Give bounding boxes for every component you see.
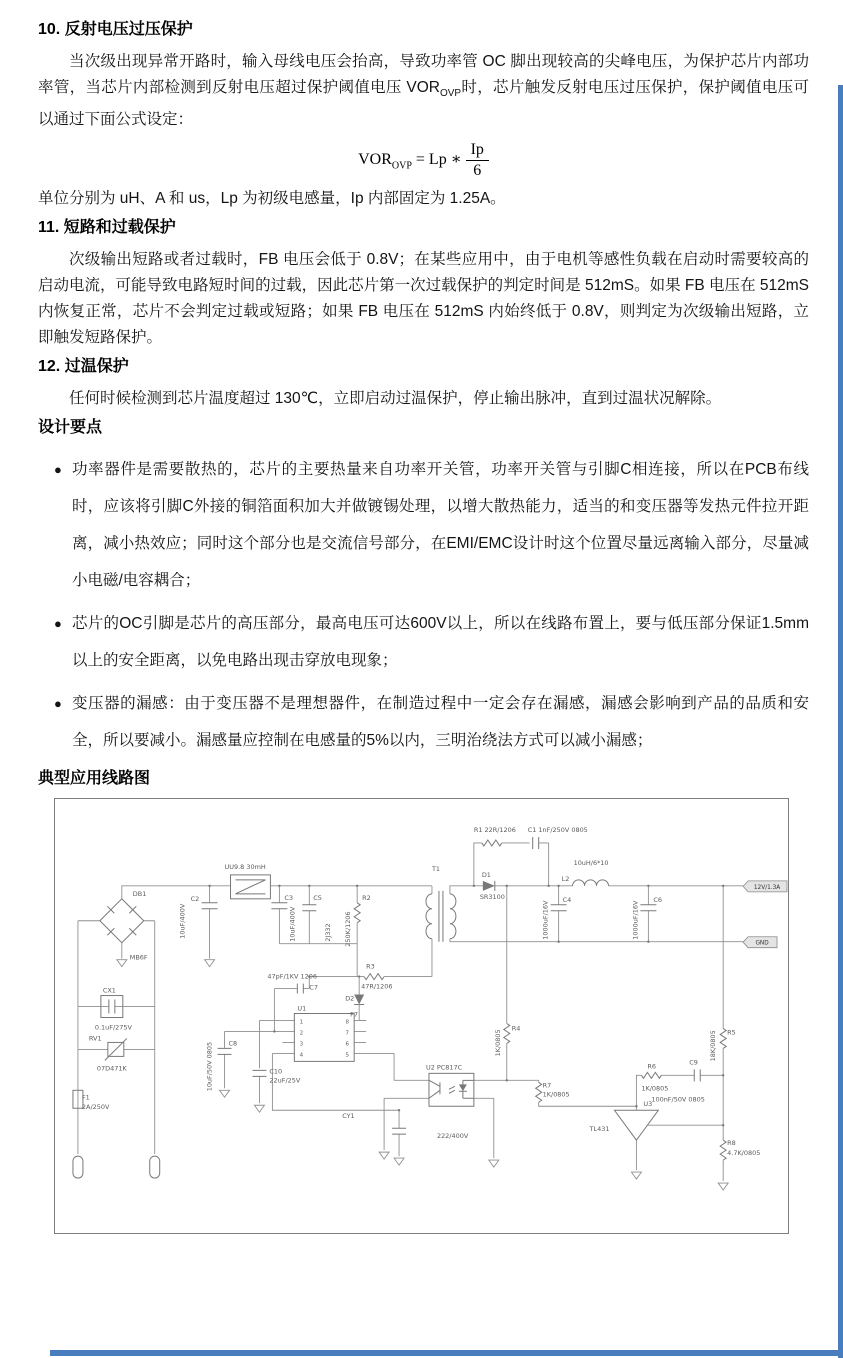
diode-d1 [483,881,495,891]
application-circuit-title: 典型应用线路图 [38,770,151,788]
snubber-capacitor-c1 [533,837,539,849]
formula-lhs-sub: OVP [391,160,412,172]
vorovp-symbol: $VOR_{OVP}$ [406,79,462,100]
inductor-l2 [573,880,609,886]
formula-fraction [466,141,489,180]
capacitor-c7 [297,984,303,994]
d1-label: D1 [481,870,491,879]
r4-value-label: 1K/0805 [493,1029,502,1057]
section-10-paragraph [38,49,809,133]
section-11-title: 11. 短路和过载保护 [38,219,176,237]
rv1-label: RV1 [88,1034,102,1043]
c10-label: C10 [269,1067,283,1076]
output-terminal-12v [743,881,787,892]
bullet-icon: ● [54,462,62,478]
capacitor-c10 [252,1070,266,1076]
optocoupler-u2 [429,1073,474,1106]
capacitor-c2 [202,903,218,909]
design-points-title: 设计要点 [38,419,103,437]
d2-label: D2 [345,994,355,1003]
connector-input-2 [150,1156,160,1178]
u1-label: U1 [297,1004,307,1013]
list-item [38,685,809,759]
formula-lhs: VOR [358,151,392,169]
resistor-r8 [720,1140,726,1160]
output-voltage-label: 12V/1.3A [753,884,781,891]
c6-value-label: 1000uF/16V [631,900,640,940]
design-point-2: 芯片的OC引脚是芯片的高压部分，最高电压可达600V以上，所以在线路布置上，要与低压部分保证1.5mm以上的安全距离，以免电路出现击穿放电现象； [72,615,809,670]
f1-value-label: 2A/250V [81,1103,110,1112]
d2-part-label: F7 [350,1010,359,1019]
d1-part-label: SR3100 [479,892,505,901]
formula-numerator: Ip [466,141,489,161]
application-circuit-diagram [54,798,789,1234]
output-gnd-label: GND [755,940,769,947]
l2-value-label: 10uH/6*10 [573,859,609,868]
application-circuit-svg [55,799,788,1233]
connector-input-1 [73,1156,83,1178]
r7-value-label: 1K/0805 [542,1090,570,1099]
r6-label: R6 [647,1062,657,1071]
section-10-title: 10. 反射电压过压保护 [38,21,193,38]
bullet-icon: ● [54,696,62,712]
r3-value-label: 47R/1206 [361,982,393,991]
c6-label: C6 [653,895,663,904]
u2-label: U2 PC817C [425,1063,463,1072]
f1-label: F1 [81,1093,90,1102]
section-12-paragraph: 任何时候检测到芯片温度超过 130℃，立即启动过温保护，停止输出脉冲，直到过温状况解除。 [69,390,722,408]
c2-label: C2 [190,894,200,903]
u1-pin-5: 5 [345,1052,349,1059]
s10-text-c: 时，芯片触发反射电压过压保护，保护阈值电压可以通过下面公式设定： [38,79,809,129]
s10-text-a: 当次级出现异常开路时，输入母线电压会抬高，导致功率管 OC 脚出现较高的尖峰电压，为保护芯片内部功率管，当芯片内部检测到反射电压超过保护阈值电压 [38,53,809,96]
choke-uu9 [231,875,271,899]
varistor-rv1 [105,1039,127,1061]
capacitor-c4 [551,905,567,911]
cx1-value-label: 0.1uF/275V [94,1023,132,1032]
u3-part-label: TL431 [589,1125,610,1134]
bullet-icon: ● [54,616,62,632]
c3-label: C3 [284,893,294,902]
cy1-value-label: 222/400V [436,1132,469,1141]
section-12-title: 12. 过温保护 [38,358,129,376]
section-10-units-note: 单位分别为 uH、A 和 us，Lp 为初级电感量，Ip 内部固定为 1.25A。 [38,190,506,208]
c5-value-label: 2J332 [324,923,333,942]
c1-label: C1 1nF/250V 0805 [527,826,588,835]
db1-part-label: MB6F [129,953,148,962]
capacitor-c9 [694,1069,700,1081]
c4-value-label: 1000uF/16V [541,900,550,940]
r6-value-label: 1K/0805 [641,1084,669,1093]
r7-label: R7 [542,1081,552,1090]
capacitor-c6 [640,905,656,911]
c8-label: C8 [228,1039,238,1048]
r8-value-label: 4.7K/0805 [727,1149,761,1158]
c10-value-label: 22uF/25V [269,1076,301,1085]
capacitor-c5 [302,905,316,911]
y-capacitor-cy1 [392,1128,406,1134]
r3-label: R3 [366,962,375,971]
resistor-r7 [536,1082,542,1102]
resistor-r3 [364,974,384,980]
c9-label: C9 [689,1058,698,1067]
t1-label: T1 [431,864,441,873]
capacitor-c3 [271,903,287,909]
c7-label: C7 [309,983,318,992]
list-item [38,451,809,599]
bridge-rectifier-db1 [100,899,144,943]
c4-label: C4 [562,895,572,904]
resistor-r4 [504,1024,510,1044]
u1-pin-4: 4 [299,1052,304,1059]
resistor-r5 [720,1029,726,1049]
formula-denominator: 6 [473,162,482,180]
design-points-list [38,451,809,759]
c9-value-label: 100nF/50V 0805 [651,1095,705,1104]
choke-label: UU9.8 30mH [224,862,266,871]
formula-eq: = Lp ∗ [411,151,462,169]
snubber-resistor-r1 [482,840,502,846]
c7-value-label: 47pF/1KV 1206 [267,972,317,981]
rv1-value-label: 07D471K [96,1064,127,1073]
page-edge-accent-vertical [838,85,843,1358]
design-point-3: 变压器的漏感：由于变压器不是理想器件，在制造过程中一定会存在漏感，漏感会影响到产品的品质和安全，所以要减小。漏感量应控制在电感量的5%以内，三明治绕法方式可以减小漏感； [72,695,809,750]
u1-pin-3: 3 [299,1041,304,1048]
c3-value-label: 10uF/400V [288,906,297,942]
cx1-label: CX1 [102,986,116,995]
r5-label: R5 [727,1028,736,1037]
capacitor-c8 [218,1049,232,1055]
r1-label: R1 22R/1206 [473,826,516,835]
resistor-r2 [354,903,360,923]
section-11-paragraph: 次级输出短路或者过载时，FB 电压会低于 0.8V；在某些应用中，由于电机等感性负载在启动时需要较高的启动电流，可能导致电路短时间的过载，因此芯片第一次过载保护的判定时间是 512mS。如果 FB 电压在 512mS 内恢复正常，芯片不会判定过载或短路；如果 FB 电压在 512mS 内始终低于 0.8V，则判定为次级输出短路，立即触发短路保护。 [38,251,809,347]
db1-label: DB1 [132,889,147,898]
design-point-1: 功率器件是需要散热的，芯片的主要热量来自功率开关管，功率开关管与引脚C相连接，所以在PCB布线时，应该将引脚C外接的铜箔面积加大并做镀锡处理，以增大散热能力，适当的和变压器等发热元件拉开距离，减小热效应；同时这个部分也是交流信号部分，在EMI/EMC设计时这个位置尽量远离输入部分，尽量减小电磁/电容耦合； [72,461,809,590]
diode-d2 [354,995,364,1005]
cy1-label: CY1 [342,1112,355,1121]
c2-value-label: 10uF/400V [178,903,187,939]
r2-value-label: 250K/1206 [344,911,353,947]
u1-pin-1: 1 [299,1019,304,1026]
u1-pin-7: 7 [345,1030,349,1037]
u1-pin-6: 6 [345,1041,349,1048]
page-edge-accent-horizontal [50,1350,843,1356]
c5-label: C5 [313,893,322,902]
r2-label: R2 [362,893,371,902]
transformer-t1 [426,891,456,942]
u1-pin-8: 8 [345,1019,349,1026]
l2-label: L2 [561,874,570,883]
c8-value-label: 10uF/50V 0805 [205,1041,214,1092]
r4-label: R4 [511,1024,521,1033]
r5-value-label: 18K/0805 [709,1030,718,1062]
output-terminal-gnd [743,937,777,948]
list-item [38,605,809,679]
resistor-r6 [641,1072,661,1078]
r8-label: R8 [727,1139,736,1148]
u3-label: U3 [643,1100,653,1109]
formula-vorovp [38,141,809,180]
u1-pin-2: 2 [299,1030,304,1037]
